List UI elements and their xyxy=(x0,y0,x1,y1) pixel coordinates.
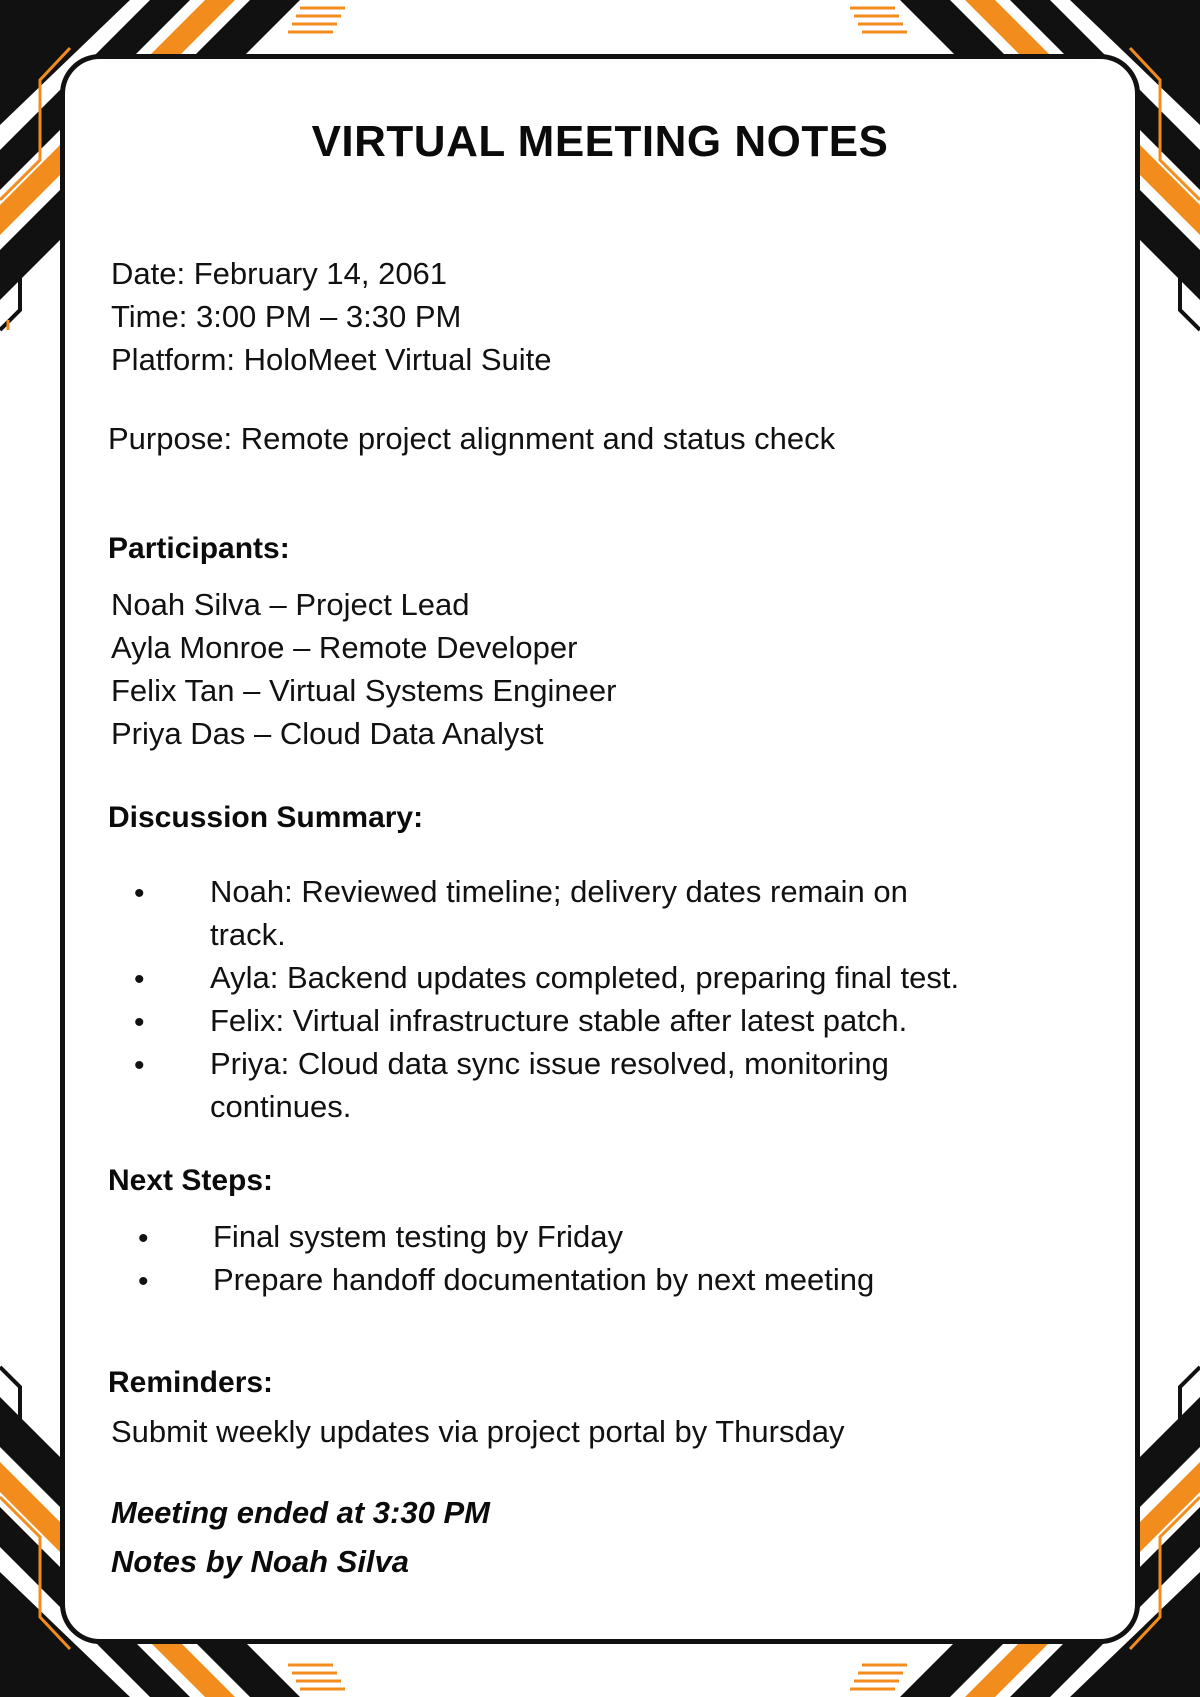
meeting-platform: Platform: HoloMeet Virtual Suite xyxy=(111,342,552,377)
document-title: VIRTUAL MEETING NOTES xyxy=(311,117,889,166)
participants-heading: Participants: xyxy=(108,532,290,565)
next-steps-heading: Next Steps: xyxy=(108,1164,274,1197)
bullet-icon: • xyxy=(138,1222,149,1255)
participant-item: Ayla Monroe – Remote Developer xyxy=(111,630,578,665)
discussion-item-continuation: track. xyxy=(210,917,286,952)
participant-item: Noah Silva – Project Lead xyxy=(111,587,470,622)
bullet-icon: • xyxy=(138,1265,149,1298)
notes-card xyxy=(60,54,1140,1644)
discussion-item: Priya: Cloud data sync issue resolved, monitoring xyxy=(210,1046,889,1081)
bullet-icon: • xyxy=(134,1049,145,1082)
participant-item: Felix Tan – Virtual Systems Engineer xyxy=(111,673,617,708)
bullet-icon: • xyxy=(134,963,145,996)
bullet-icon: • xyxy=(134,877,145,910)
meeting-date: Date: February 14, 2061 xyxy=(111,256,448,291)
next-step-item: Final system testing by Friday xyxy=(213,1219,624,1254)
discussion-item-continuation: continues. xyxy=(210,1089,352,1124)
participant-item: Priya Das – Cloud Data Analyst xyxy=(111,716,544,751)
meeting-purpose: Purpose: Remote project alignment and status check xyxy=(108,421,836,456)
discussion-item: Ayla: Backend updates completed, preparing final test. xyxy=(210,960,960,995)
meeting-time: Time: 3:00 PM – 3:30 PM xyxy=(111,299,462,334)
next-step-item: Prepare handoff documentation by next meeting xyxy=(213,1262,875,1297)
reminders-heading: Reminders: xyxy=(108,1366,274,1399)
reminder-text: Submit weekly updates via project portal by Thursday xyxy=(111,1414,845,1449)
discussion-heading: Discussion Summary: xyxy=(108,801,424,834)
notes-author: Notes by Noah Silva xyxy=(111,1544,410,1579)
meeting-ended-note: Meeting ended at 3:30 PM xyxy=(111,1495,490,1530)
discussion-item: Noah: Reviewed timeline; delivery dates remain on xyxy=(210,874,908,909)
discussion-item: Felix: Virtual infrastructure stable after latest patch. xyxy=(210,1003,908,1038)
bullet-icon: • xyxy=(134,1006,145,1039)
